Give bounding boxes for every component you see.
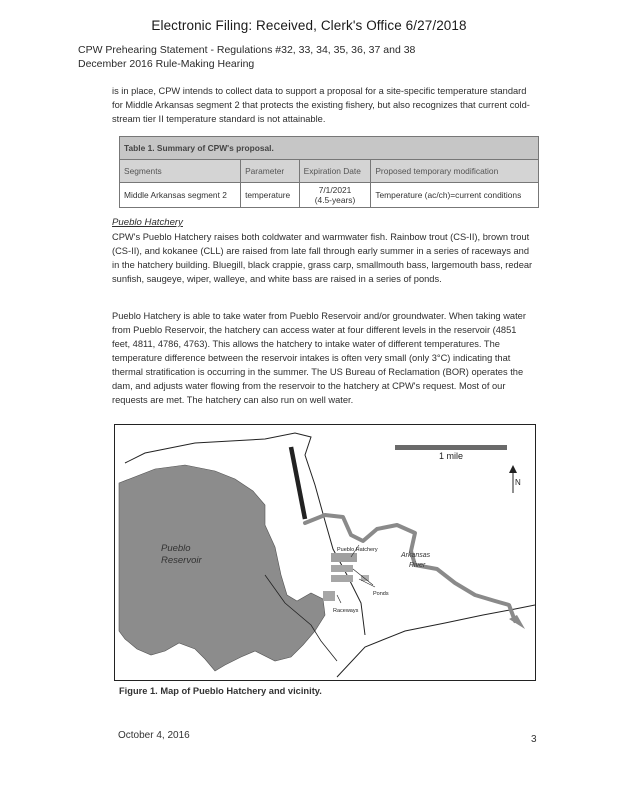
north-arrow-head [509, 465, 517, 473]
intro-paragraph: is in place, CPW intends to collect data to support a proposal for a site-specific temperature standard for Middle Arkansas segment 2 that protects the existing fishery, but also recognizes that current cold-stream tier II temperature standard is not attainable. [112, 86, 530, 124]
cell-modification: Temperature (ac/ch)=current conditions [371, 183, 539, 208]
dam [291, 447, 305, 519]
raceway-1 [331, 565, 353, 572]
reservoir-label-1: Pueblo [161, 543, 191, 554]
river-arrowhead [509, 615, 525, 629]
cell-expiration-note: (4.5-years) [314, 195, 356, 205]
river-label-1: Arkansas [401, 552, 431, 559]
raceways-label: Raceways [333, 608, 359, 614]
footer-date: October 4, 2016 [118, 730, 190, 741]
table-header-modification: Proposed temporary modification [371, 160, 539, 183]
table-header-parameter: Parameter [241, 160, 300, 183]
cell-segment: Middle Arkansas segment 2 [120, 183, 241, 208]
scale-label: 1 mile [438, 451, 464, 461]
proposal-summary-table [119, 136, 539, 208]
table-row [120, 183, 539, 208]
river-label-2: River [409, 562, 426, 569]
hatchery-paragraph-1: CPW's Pueblo Hatchery raises both coldwater and warmwater fish. Rainbow trout (CS-II), brown trout (CS-II), and kokanee (CLL) are raised from late fall through early summer in a series of raceways and in the hatchery building. Bluegill, black crappie, grass carp, smallmouth bass, largemouth bass, redear sunfish, saugeye, wiper, walleye, and white bass are raised in a series of ponds. [112, 232, 533, 284]
pointer-raceways [337, 595, 341, 603]
cell-expiration-date: 7/1/2021 [318, 185, 352, 195]
cell-expiration [299, 183, 371, 208]
table-header-segments: Segments [120, 160, 241, 183]
raceway-extra [361, 575, 369, 581]
document-header-subtitle: December 2016 Rule-Making Hearing [78, 58, 255, 70]
hatchery-map [114, 424, 536, 681]
section-heading: Pueblo Hatchery [112, 217, 183, 228]
ponds-label: Ponds [373, 591, 389, 597]
boundary-line-east [337, 605, 535, 677]
ponds [323, 591, 335, 601]
reservoir-label-2: Reservoir [161, 555, 202, 566]
filing-stamp: Electronic Filing: Received, Clerk's Office 6/27/2018 [151, 18, 467, 33]
table-caption: Table 1. Summary of CPW's proposal. [120, 137, 539, 160]
scale-bar [395, 445, 507, 450]
raceway-2 [331, 575, 353, 582]
document-header-title: CPW Prehearing Statement - Regulations #32, 33, 34, 35, 36, 37 and 38 [78, 44, 416, 56]
table-header-expiration: Expiration Date [299, 160, 371, 183]
pointer-ponds-1 [353, 569, 373, 585]
page-number: 3 [531, 734, 537, 745]
figure-caption: Figure 1. Map of Pueblo Hatchery and vicinity. [119, 686, 322, 696]
hatchery-paragraph-2: Pueblo Hatchery is able to take water from Pueblo Reservoir and/or groundwater. When taking water from Pueblo Reservoir, the hatchery can access water at four different levels in the reservoir (4851 feet, 4811, 4786, 4763). This allows the hatchery to intake water of different temperatures. The temperature difference between the reservoir intakes is often very small (only 3°C) indicating that thermal stratification is occurring in the summer. The US Bureau of Reclamation (BOR) operates the dam, and adjusts water flowing from the reservoir to the hatchery at CPW's request. Most of our requests are met. The hatchery can also run on well water. [112, 311, 526, 405]
hatchery-label: Pueblo Hatchery [337, 547, 378, 553]
north-label: N [515, 478, 521, 487]
reservoir-shape [119, 465, 325, 671]
cell-parameter: temperature [241, 183, 300, 208]
